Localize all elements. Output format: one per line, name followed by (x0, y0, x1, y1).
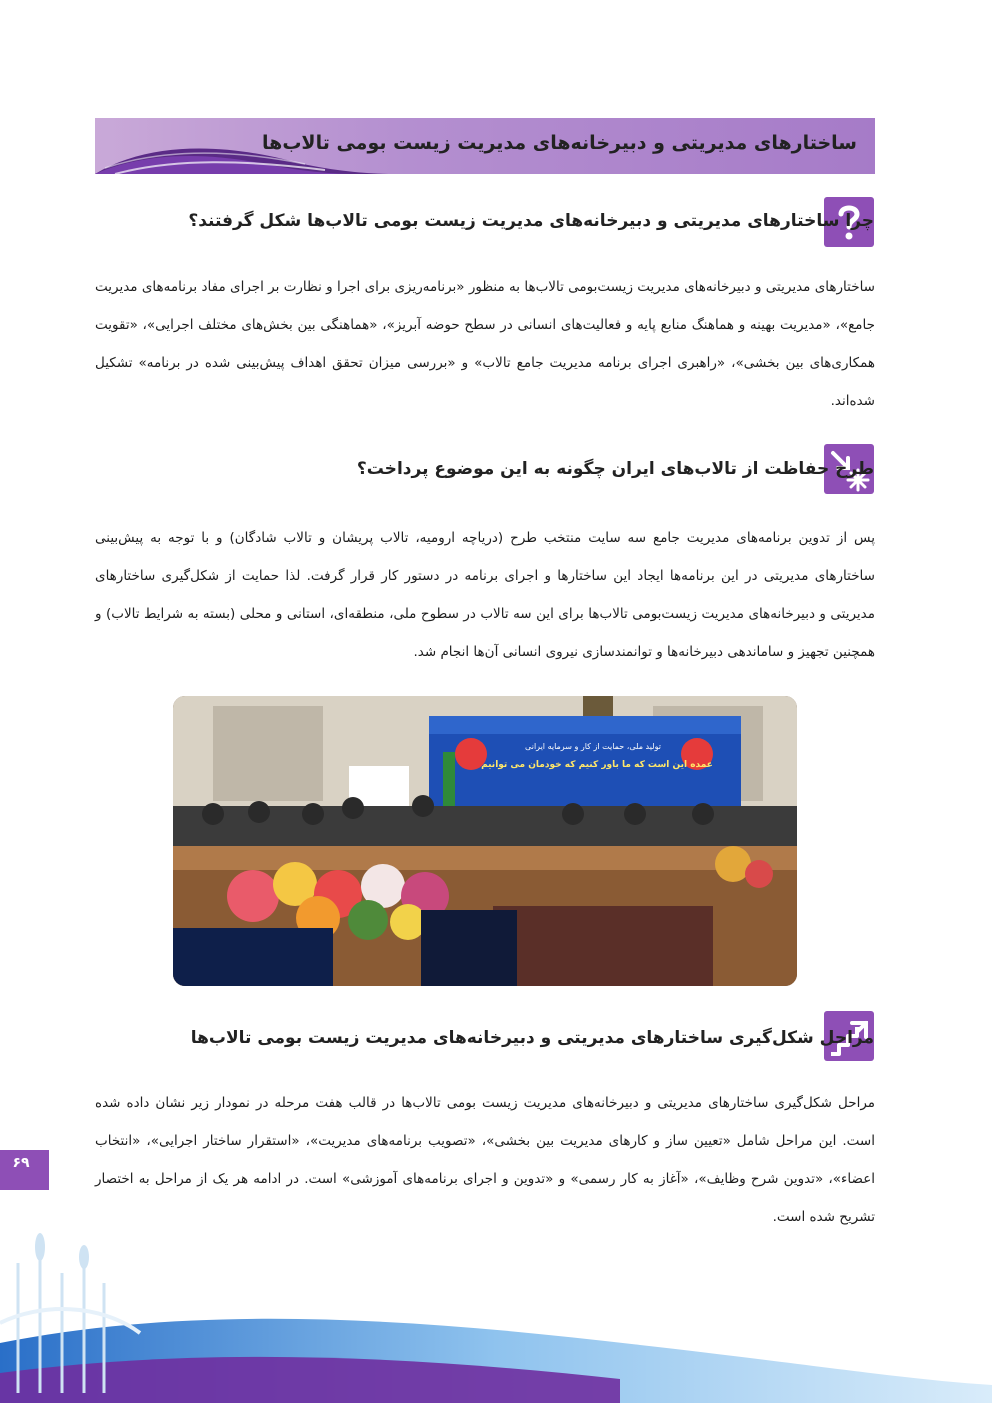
footer-wave-decoration (0, 1223, 992, 1403)
photo-banner-line1: تولید ملی، حمایت از کار و سرمایه ایرانی (525, 742, 661, 751)
section-body-project: پس از تدوین برنامه‌های مدیریت جامع سه سایت منتخب طرح (دریاچه ارومیه، تالاب پریشان و تالاب شادگان) و با توجه به پیش‌بینی ساختارهای مدیریتی در این برنامه‌ها ایجاد این ساختارها و اجرای برنامه در دستور کار قرار گرفت. لذا حمایت از شکل‌گیری ساختارهای مدیریتی و دبیرخانه‌های مدیریت زیست‌بومی تالاب‌ها برای این سه تالاب در سطوح ملی، منطقه‌ای، استانی و محلی (بسته به شرایط تالاب) و همچنین تجهیز و ساماندهی دبیرخانه‌ها و توانمندسازی نیروی انسانی آن‌ها انجام شد. (95, 530, 875, 660)
section-heading-stages: مراحل شکل‌گیری ساختارهای مدیریتی و دبیرخانه‌های مدیریت زیست بومی تالاب‌ها (190, 1028, 874, 1048)
page-number: ۶۹ (12, 1155, 30, 1171)
meeting-photo (173, 696, 797, 986)
photo-banner-line2: عمده این است که ما باور کنیم که خودمان می توانیم (481, 760, 713, 770)
section-heading-why: چرا ساختارهای مدیریتی و دبیرخانه‌های مدیریت زیست بومی تالاب‌ها شکل گرفتند؟ (188, 211, 874, 231)
chapter-header-band (95, 118, 875, 174)
chapter-title: ساختارهای مدیریتی و دبیرخانه‌های مدیریت زیست بومی تالاب‌ها (262, 132, 857, 154)
section-body-stages: مراحل شکل‌گیری ساختارهای مدیریتی و دبیرخانه‌های مدیریت زیست بومی تالاب‌ها در قالب هفت مرحله در نمودار زیر نشان داده شده است. این مراحل شامل «تعیین ساز و کارهای مدیریت بین بخشی»، «تصویب برنامه‌های مدیریت»، «استقرار ساختار اجرایی»، «انتخاب اعضاء»، «تدوین شرح وظایف»، «آغاز به کار رسمی» و «تدوین و اجرای برنامه‌های آموزشی» است. در ادامه هر یک از مراحل به اختصار تشریح شده است. (95, 1095, 875, 1225)
section-heading-project: طرح حفاظت از تالاب‌های ایران چگونه به این موضوع پرداخت؟ (356, 459, 874, 479)
section-body-why: ساختارهای مدیریتی و دبیرخانه‌های مدیریت زیست‌بومی تالاب‌ها به منظور «برنامه‌ریزی برای اجرا و نظارت بر اجرای مفاد برنامه‌های مدیریت جامع»، «مدیریت بهینه و هماهنگ منابع پایه و فعالیت‌های انسانی در سطح حوضه آبریز»، «هماهنگی بین بخش‌های مختلف اجرایی»، «تقویت همکاری‌های بین بخشی»، «راهبری اجرای برنامه مدیریت جامع تالاب» و «بررسی میزان تحقق اهداف پیش‌بینی شده در برنامه» تشکیل شده‌اند. (95, 279, 875, 409)
